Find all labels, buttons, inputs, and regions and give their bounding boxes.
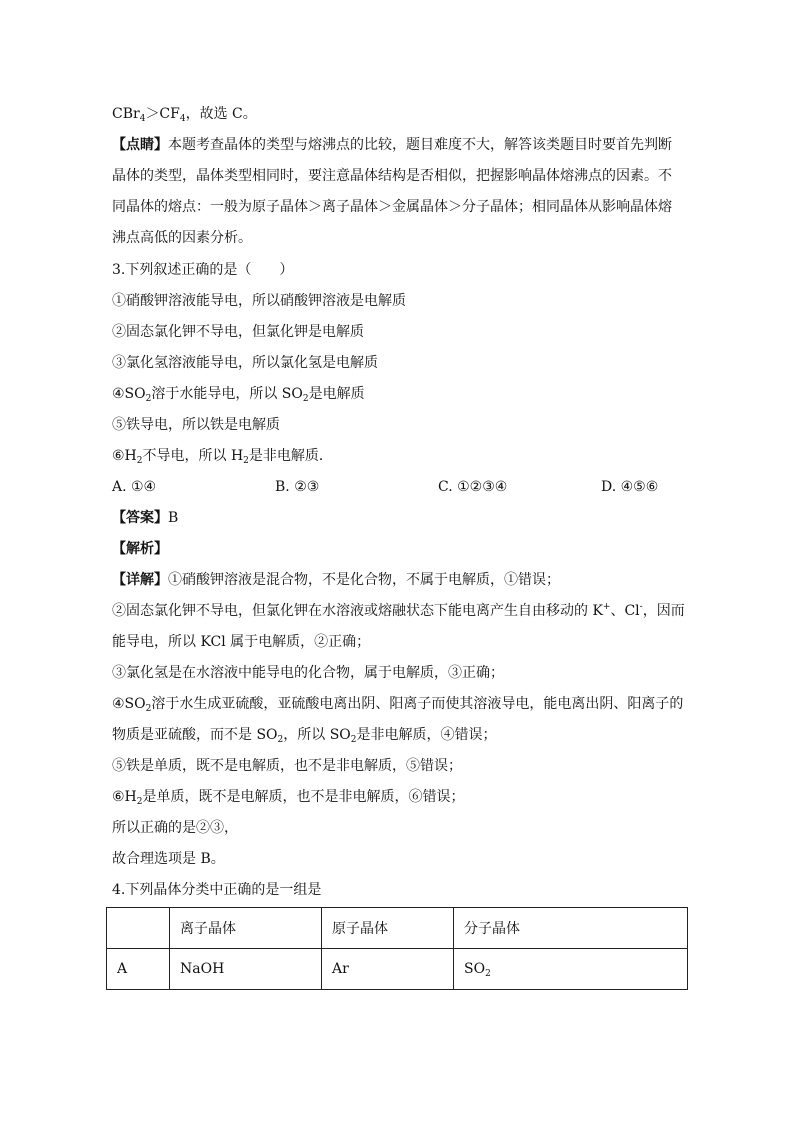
dianjing-line-1: 【点睛】本题考查晶体的类型与熔沸点的比较，题目难度不大，解答该类题目时要首先判断 [112,137,672,153]
detail-line-2: ②固态氯化钾不导电，但氯化钾在水溶液或熔融状态下能电离产生自由移动的 K+、Cl-，因而 [112,602,685,619]
detail-line-7: ⑤铁是单质，既不是电解质，也不是非电解质，⑤错误； [112,758,462,774]
q3-option-c: C. ①②③④ [438,479,508,495]
cell-ionic: NaOH [170,949,322,990]
detail-line-1: 【详解】①硝酸钾溶液是混合物，不是化合物，不属于电解质，①错误； [112,572,560,588]
q3-option-d: D. ④⑤⑥ [601,479,659,495]
analysis-tag: 【解析】 [112,541,168,557]
q3-statement-1: ①硝酸钾溶液能导电，所以硝酸钾溶液是电解质 [112,293,406,309]
detail-line-8: $⑥H_2$是单质，既不是电解质，也不是非电解质，⑥错误； [112,789,465,807]
detail-tag: 【详解】 [112,572,168,588]
prev-line-1: $CBr_4>CF_4$，故选 C。 [112,106,257,124]
q3-statement-3: ③氯化氢溶液能导电，所以氯化氢是电解质 [112,355,378,371]
dianjing-line-4: 沸点高低的因素分析。 [112,230,252,246]
q3-statement-4: $④SO_2$溶于水能导电，所以 $SO_2$是电解质 [112,386,365,404]
q3-option-b: B. ②③ [275,479,320,495]
q3-statement-5: ⑤铁导电，所以铁是电解质 [112,417,280,433]
header-atomic: 原子晶体 [322,908,454,949]
table-row [107,949,688,990]
q3-answer: 【答案】B [112,510,179,526]
detail-line-4: ③氯化氢是在水溶液中能导电的化合物，属于电解质，③正确； [112,665,504,681]
header-blank [107,908,170,949]
q3-option-a: A. ①④ [112,479,157,495]
q4-stem: 4.下列晶体分类中正确的是一组是 [112,882,322,898]
cell-atomic: Ar [322,949,454,990]
q3-stem: 3.下列叙述正确的是（ ） [112,262,294,278]
cell-molecular: $SO_2$ [454,949,688,990]
header-molecular: 分子晶体 [454,908,688,949]
crystal-table [106,907,688,990]
dianjing-line-3: 同晶体的熔点：一般为原子晶体＞离子晶体＞金属晶体＞分子晶体；相同晶体从影响晶体熔 [112,199,672,215]
table-header-row [107,908,688,949]
q3-statement-2: ②固态氯化钾不导电，但氯化钾是电解质 [112,324,364,340]
dianjing-line-2: 晶体的类型，晶体类型相同时，要注意晶体结构是否相似，把握影响晶体熔沸点的因素。不 [112,168,672,184]
header-ionic: 离子晶体 [170,908,322,949]
dianjing-tag: 【点睛】 [112,137,168,153]
detail-line-10: 故合理选项是 B。 [112,851,225,867]
row-label: A [107,949,170,990]
q3-statement-6: $⑥H_2$不导电，所以 $H_2$是非电解质． [112,448,333,466]
answer-tag: 【答案】 [112,510,168,526]
detail-line-5: $④SO_2$溶于水生成亚硫酸，亚硫酸电离出阴、阳离子而使其溶液导电，能电离出阴、阳离子的 [112,696,684,714]
detail-line-9: 所以正确的是②③， [112,820,238,836]
detail-line-6: 物质是亚硫酸，而不是 $SO_2$，所以 $SO_2$是非电解质，④错误； [112,727,497,745]
detail-line-3: 能导电，所以 KCl 属于电解质，②正确； [112,634,371,650]
